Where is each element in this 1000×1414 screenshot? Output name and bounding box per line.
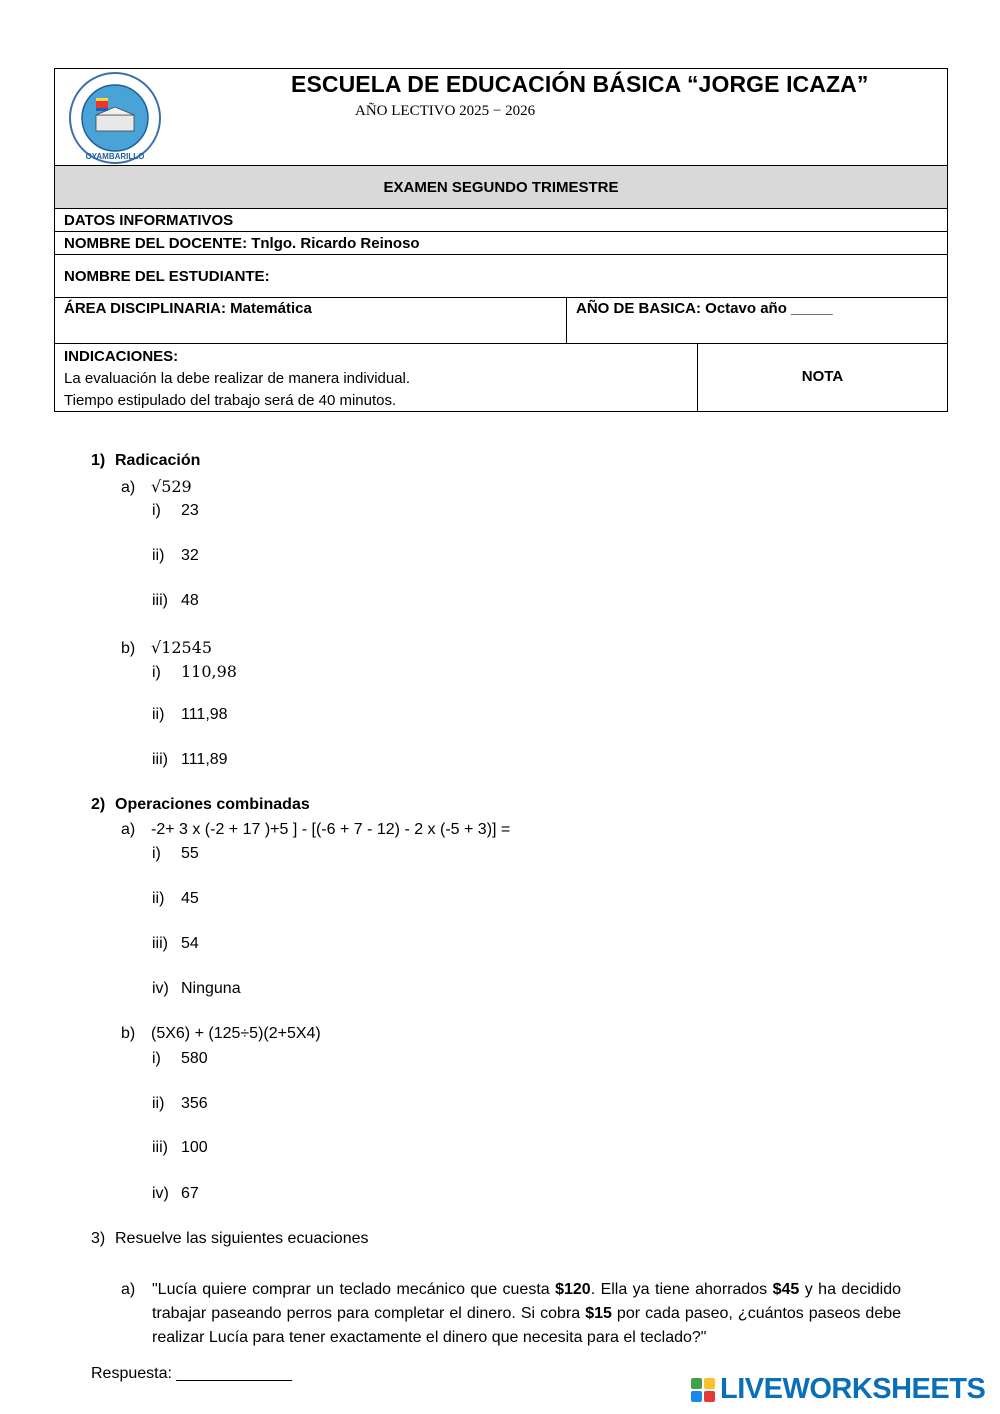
grade-level: AÑO DE BASICA: Octavo año _____: [576, 300, 833, 317]
school-year: AÑO LECTIVO 2025 − 2026: [355, 103, 536, 119]
option-2b-i[interactable]: i) 580: [152, 1050, 208, 1067]
subject-area: ÁREA DISCIPLINARIA: Matemática: [55, 298, 567, 343]
option-2a-i[interactable]: i) 55: [152, 845, 199, 862]
question-3-title: 3) Resuelve las siguientes ecuaciones: [91, 1230, 369, 1247]
school-logo: [64, 71, 166, 165]
option-2b-ii[interactable]: ii) 356: [152, 1095, 208, 1112]
instructions-cell: [55, 344, 698, 411]
question-2a: a) -2+ 3 x (-2 + 17 )+5 ] - [(-6 + 7 - 12) - 2 x (-5 + 3)] =: [121, 821, 511, 838]
grade-box: NOTA: [801, 368, 844, 385]
question-2b: b) (5X6) + (125÷5)(2+5X4): [121, 1025, 321, 1042]
option-2b-iv[interactable]: iv) 67: [152, 1185, 199, 1202]
instruction-1: La evaluación la debe realizar de manera individual.: [64, 370, 411, 387]
option-2b-iii[interactable]: iii) 100: [152, 1139, 208, 1156]
watermark-text: LIVEWORKSHEETS: [720, 1373, 986, 1405]
logo-text: OYAMBARILLO: [85, 152, 145, 161]
instructions-title: INDICACIONES:: [64, 348, 179, 365]
question-1-title: 1) Radicación: [91, 452, 201, 469]
option-1b-ii[interactable]: ii) 111,98: [152, 706, 228, 723]
question-3a: a) "Lucía quiere comprar un teclado mecánico que cuesta $120. Ella ya tiene ahorrados $45 y ha decidido trabajar paseando perros para completar el dinero. Si cobra $15 por cada paseo, ¿cuántos paseos debe realizar Lucía para tener exactamente el dinero que necesita para el teclado?": [121, 1278, 901, 1350]
exam-header-table: [54, 68, 948, 412]
teacher-name: NOMBRE DEL DOCENTE: Tnlgo. Ricardo Reinoso: [55, 231, 947, 254]
question-1b: b) √12545: [121, 638, 213, 657]
option-2a-iii[interactable]: iii) 54: [152, 935, 199, 952]
school-name: ESCUELA DE EDUCACIÓN BÁSICA “JORGE ICAZA”: [291, 71, 869, 97]
answer-field[interactable]: Respuesta: _____________: [91, 1365, 293, 1382]
option-1a-ii[interactable]: ii) 32: [152, 547, 199, 564]
word-problem-text: "Lucía quiere comprar un teclado mecánico que cuesta $120. Ella ya tiene ahorrados $45 y ha decidido trabajar paseando perros para completar el dinero. Si cobra $15 por cada paseo, ¿cuántos paseos debe realizar Lucía para tener exactamente el dinero que necesita para el teclado?": [152, 1281, 902, 1346]
option-1a-i[interactable]: i) 23: [152, 502, 199, 519]
option-2a-iv[interactable]: iv) Ninguna: [152, 980, 241, 997]
exam-title: EXAMEN SEGUNDO TRIMESTRE: [55, 165, 947, 208]
instructions-row: [55, 343, 947, 411]
option-1b-iii[interactable]: iii) 111,89: [152, 751, 228, 768]
option-2a-ii[interactable]: ii) 45: [152, 890, 199, 907]
liveworksheets-watermark: [690, 1373, 985, 1406]
question-1a: a) √529: [121, 477, 192, 496]
instruction-2: Tiempo estipulado del trabajo será de 40 minutos.: [64, 392, 397, 409]
area-row: [55, 297, 947, 343]
datos-informativos: DATOS INFORMATIVOS: [55, 208, 947, 231]
option-1a-iii[interactable]: iii) 48: [152, 592, 199, 609]
student-name-field[interactable]: NOMBRE DEL ESTUDIANTE:: [55, 254, 947, 297]
question-2-title: 2) Operaciones combinadas: [91, 796, 310, 813]
option-1b-i[interactable]: i) 110,98: [152, 662, 237, 681]
liveworksheets-logo-icon: [690, 1377, 716, 1403]
school-title-row: [55, 69, 947, 165]
